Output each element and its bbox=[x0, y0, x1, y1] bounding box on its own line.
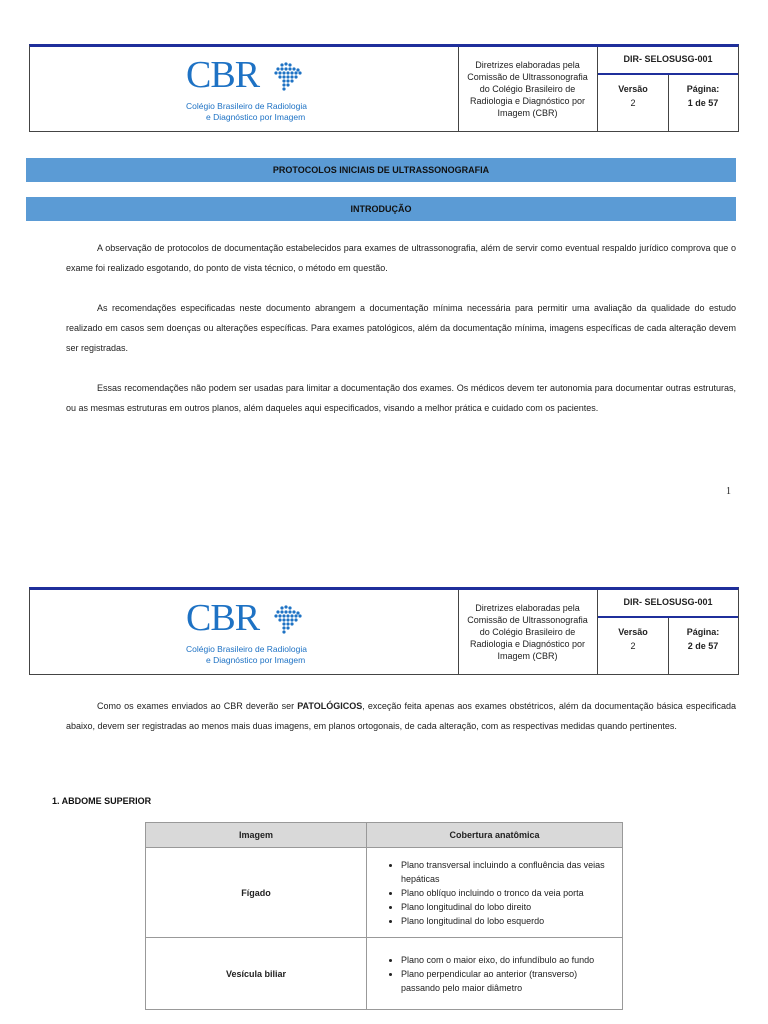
table-header-row bbox=[146, 823, 623, 848]
brazil-map-icon bbox=[270, 602, 306, 638]
cbr-logo: CBR Colégio Brasileiro de Radiologia e Diagnóstico por Imagem bbox=[186, 597, 307, 665]
row-coverage bbox=[367, 848, 623, 938]
list-item: • Plano perpendicular ao anterior (transverso) passando pelo maior diâmetro bbox=[401, 967, 616, 995]
coverage-list bbox=[367, 858, 616, 928]
section-title: 1. ABDOME SUPERIOR bbox=[52, 796, 152, 806]
pathology-paragraph: Como os exames enviados ao CBR deverão ser PATOLÓGICOS, exceção feita apenas aos exames obstétricos, além da documentação básica especificada abaixo, devem ser registradas ao menos mais duas imagens, em planos ortogonais, de cada alteração, com as respectivas medidas quando pertinentes. bbox=[66, 701, 736, 731]
brazil-map-icon bbox=[270, 59, 306, 95]
intro-bar: INTRODUÇÃO bbox=[26, 197, 736, 221]
table-row bbox=[146, 938, 623, 1010]
list-item: • Plano longitudinal do lobo esquerdo bbox=[401, 914, 616, 928]
table-row bbox=[146, 848, 623, 938]
document-header-page2 bbox=[29, 587, 739, 675]
header-description: Diretrizes elaboradas pela Comissão de Ultrassonografia do Colégio Brasileiro de Radiologia e Diagnóstico por Imagem (CBR) bbox=[458, 590, 598, 674]
document-id: DIR- SELOSUSG-001 bbox=[598, 590, 738, 618]
page-cell: Página: 2 de 57 bbox=[686, 627, 720, 651]
row-image-label: Vesícula biliar bbox=[146, 938, 367, 1010]
row-image-label: Fígado bbox=[146, 848, 367, 938]
list-item: • Plano longitudinal do lobo direito bbox=[401, 900, 616, 914]
document-id: DIR- SELOSUSG-001 bbox=[598, 47, 738, 75]
logo-cell bbox=[30, 47, 459, 131]
page-cell: Página: 1 de 57 bbox=[686, 84, 720, 108]
header-meta bbox=[598, 47, 738, 131]
header-meta bbox=[598, 590, 738, 674]
intro-paragraph-1: A observação de protocolos de documentação estabelecidos para exames de ultrassonografia, além de servir como eventual respaldo jurídico comprova que o exame foi realizado esgotando, do ponto de vista técnico, o método em questão. bbox=[66, 243, 736, 273]
list-item: • Plano oblíquo incluindo o tronco da veia porta bbox=[401, 886, 616, 900]
intro-paragraph-2: As recomendações especificadas neste documento abrangem a documentação mínima necessária para permitir uma avaliação da qualidade do estudo realizado em casos sem doenças ou alterações específicas. Para exames patológicos, além da documentação mínima, imagens específicas de cada alteração devem ser registradas. bbox=[66, 303, 736, 353]
anatomy-table bbox=[145, 822, 623, 1010]
version-cell: Versão 2 bbox=[598, 75, 669, 131]
cbr-logo: CBR Colégio Brasileiro de Radiologia e Diagnóstico por Imagem bbox=[186, 54, 307, 122]
page-number: 1 bbox=[726, 486, 731, 497]
row-coverage bbox=[367, 938, 623, 1010]
header-description: Diretrizes elaboradas pela Comissão de Ultrassonografia do Colégio Brasileiro de Radiologia e Diagnóstico por Imagem (CBR) bbox=[458, 47, 598, 131]
column-header-image: Imagem bbox=[146, 823, 367, 848]
list-item: • Plano com o maior eixo, do infundíbulo ao fundo bbox=[401, 953, 616, 967]
coverage-list bbox=[367, 953, 616, 995]
version-cell: Versão 2 bbox=[598, 618, 669, 674]
document-header bbox=[29, 44, 739, 132]
title-bar: PROTOCOLOS INICIAIS DE ULTRASSONOGRAFIA bbox=[26, 158, 736, 182]
list-item: • Plano transversal incluindo a confluência das veias hepáticas bbox=[401, 858, 616, 886]
intro-paragraph-3: Essas recomendações não podem ser usadas para limitar a documentação dos exames. Os médicos devem ter autonomia para documentar outras estruturas, ou as mesmas estruturas em outros planos, além daqueles aqui especificados, visando a melhor prática e cuidado com os pacientes. bbox=[66, 383, 736, 413]
logo-cell bbox=[30, 590, 459, 674]
column-header-coverage: Cobertura anatômica bbox=[367, 823, 623, 848]
